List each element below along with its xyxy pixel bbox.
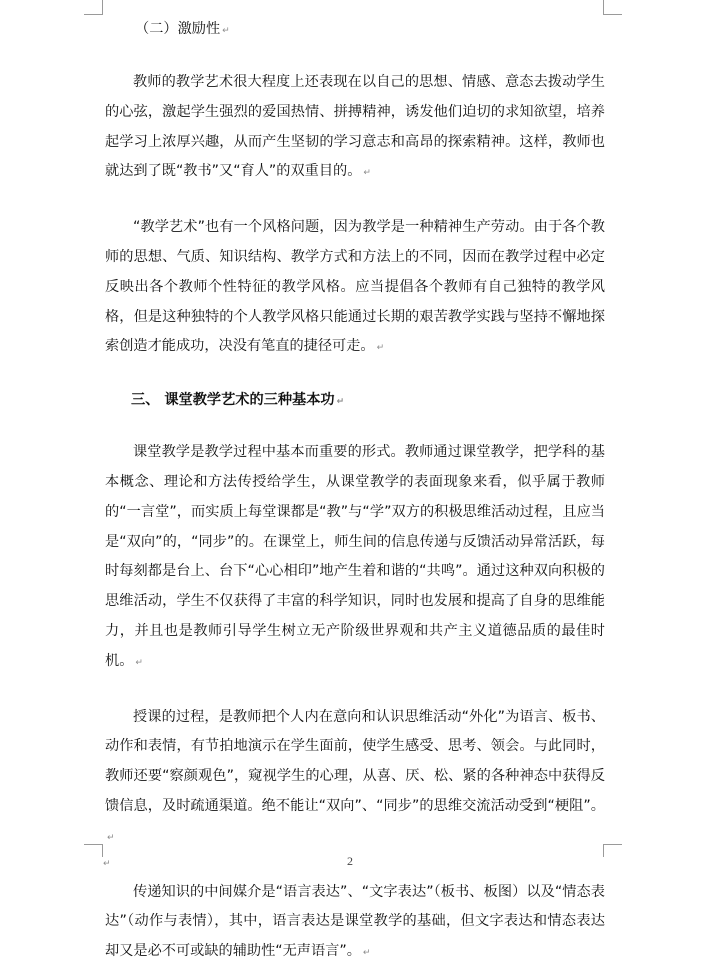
paragraph: 教师的教学艺术很大程度上还表现在以自己的思想、情感、意态去拨动学生的心弦，激起学生强烈的爱国热情、拼搏精神，诱发他们迫切的求知欲望，培养起学习上浓厚兴趣，从而产生坚韧的学习意志和高昂的探索精神。这样，教师也就达到了既“教书”又“育人”的双重目的。 ↵ (105, 74, 605, 180)
paragraph-mark-icon: ↵ (363, 168, 371, 179)
document-body (105, 17, 605, 969)
page-number: 2 (347, 854, 353, 868)
crop-mark-bottom-right (603, 844, 622, 857)
paragraph-mark-icon: ↵ (135, 657, 143, 668)
paragraph-mark-icon: ↵ (336, 397, 345, 408)
section-heading-three-basics: 三、 课堂教学艺术的三种基本功 ↵ (131, 392, 345, 409)
paragraph-mark-icon: ↵ (362, 948, 371, 959)
paragraph: 授课的过程，是教师把个人内在意向和认识思维活动“外化”为语言、板书、动作和表情，有节拍地演示在学生面前，使学生感受、思考、领会。与此同时，教师还要“察颜观色”，窥视学生的心理，从喜、厌、松、紧的各种神态中获得反馈信息，及时疏通渠道。绝不能让“双向”、“同步”的思维交流活动受到“梗阻”。↵ (105, 708, 605, 843)
footer-paragraph-mark-icon: ↵ (103, 859, 111, 869)
paragraph-mark-icon: ↵ (222, 26, 230, 36)
crop-mark-bottom-left (84, 844, 103, 857)
paragraph: 传递知识的中间媒介是“语言表达”、“文字表达”（板书、板图）以及“情态表达”（动作与表情），其中，语言表达是课堂教学的基础，但文字表达和情态表达却又是必不可或缺的辅助性“无声语言”。 ↵ (105, 883, 605, 960)
paragraph: “教学艺术”也有一个风格问题，因为教学是一种精神生产劳动。由于各个教师的思想、气质、知识结构、教学方式和方法上的不同，因而在教学过程中必定反映出各个教师个性特征的教学风格。应当提倡各个教师有自己独特的教学风格，但是这种独特的个人教学风格只能通过长期的艰苦教学实践与坚持不懈地探索创造才能成功，决没有笔直的捷径可走。 ↵ (105, 219, 605, 355)
paragraph-mark-icon: ↵ (107, 832, 115, 843)
section-heading-incentive: （二）激励性 ↵ (135, 21, 230, 37)
crop-mark-top-right (603, 0, 622, 15)
crop-mark-top-left (84, 0, 103, 15)
paragraph-mark-icon: ↵ (376, 343, 385, 354)
paragraph: 课堂教学是教学过程中基本而重要的形式。教师通过课堂教学，把学科的基本概念、理论和方法传授给学生，从课堂教学的表面现象来看，似乎属于教师的“一言堂”，而实质上每堂课都是“教”与“学”双方的积极思维活动过程，且应当是“双向”的，“同步”的。在课堂上，师生间的信息传递与反馈活动异常活跃，每时每刻都是台上、台下“心心相印”地产生着和谐的“共鸣”。通过这种双向积极的思维活动，学生不仅获得了丰富的科学知识，同时也发展和提高了自身的思维能力，并且也是教师引导学生树立无产阶级世界观和共产主义道德品质的最佳时机。 ↵ (105, 444, 605, 669)
